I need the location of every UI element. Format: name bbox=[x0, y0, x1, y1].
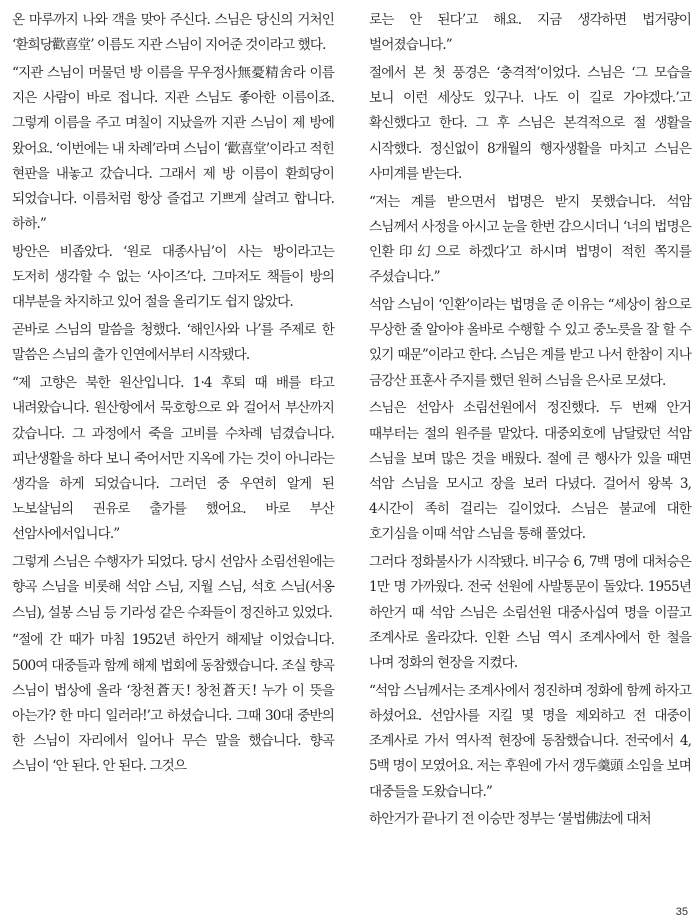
page-number: 35 bbox=[675, 906, 688, 918]
paragraph: “저는 계를 받으면서 법명은 받지 못했습니다. 석암 스님께서 사정을 아시고 눈을 한번 감으시더니 ‘너의 법명은 인환印幻으로 하겠다’고 하시며 법명이 적힌 쪽지를 주셨습니다.” bbox=[369, 193, 691, 286]
paragraph: 스님은 선암사 소림선원에서 정진했다. 두 번째 안거 때부터는 절의 원주를 맡았다. 대중외호에 남달랐던 석암 스님을 보며 많은 것을 배웠다. 절에 큰 행사가 있을 때면 석암 스님을 모시고 장을 보러 다녔다. 걸어서 왕복 3, 4시간이 족히 걸리는 길이었다. 스님은 불교에 대한 호기심을 이때 석암 스님을 통해 풀었다. bbox=[369, 400, 691, 543]
paragraph: 석암 스님이 ‘인환’이라는 법명을 준 이유는 “세상이 참으로 무상한 줄 알아야 올바로 수행할 수 있고 중노릇을 잘 할 수 있기 때문”이라고 한다. 스님은 계를 받고 나서 한참이 지나 금강산 표훈사 주지를 했던 원허 스님을 은사로 모셨다. bbox=[369, 297, 691, 389]
paragraph: “제 고향은 북한 원산입니다. 1·4 후퇴 때 배를 타고 내려왔습니다. 원산항에서 묵호항으로 와 걸어서 부산까지 갔습니다. 그 과정에서 죽을 고비를 수차례 넘겼습니다. 피난생활을 하다 보니 죽어서만 지옥에 가는 것이 아니라는 생각을 하게 되었습니다. 그러던 중 우연히 알게 된 노보살님의 권유로 출가를 했어요. 바로 부산 선암사에서입니다.” bbox=[12, 375, 334, 543]
paragraph: “절에 간 때가 마침 1952년 하안거 해제날 이었습니다. 500여 대중들과 함께 해제 법회에 동참했습니다. 조실 향곡 스님이 법상에 올라 ‘창천蒼天! 창천蒼天! 누가 이 뜻을 아는가? 한 마디 일러라!’고 하셨습니다. 그때 30대 중반의 한 스님이 자리에서 일어나 무슨 말을 했습니다. 향곡 스님이 ‘안 된다. 안 된다. 그것으 bbox=[12, 632, 334, 775]
paragraph: 로는 안 된다’고 해요. 지금 생각하면 법거량이 벌어졌습니다.” bbox=[369, 12, 691, 54]
paragraph: 그러다 정화불사가 시작됐다. 비구승 6, 7백 명에 대처승은 1만 명 가까웠다. 전국 선원에 사발통문이 돌았다. 1955년 하안거 때 석암 스님은 소림선원 대중사십여 명을 이끌고 조계사로 올라갔다. 인환 스님 역시 조계사에서 한 철을 나며 정화의 현장을 지켰다. bbox=[369, 554, 691, 672]
right-text-column bbox=[369, 8, 691, 835]
paragraph: 하안거가 끝나기 전 이승만 정부는 ‘불법佛法에 대처 bbox=[369, 811, 651, 828]
paragraph: 방안은 비좁았다. ‘원로 대종사님’이 사는 방이라고는 도저히 생각할 수 없는 ‘사이즈’다. 그마저도 책들이 방의 대부분을 차지하고 있어 절을 올리기도 쉽지 않았다. bbox=[12, 244, 334, 311]
paragraph: 온 마루까지 나와 객을 맞아 주신다. 스님은 당신의 거처인 ‘환희당歡喜堂’ 이름도 지관 스님이 지어준 것이라고 했다. bbox=[12, 12, 334, 54]
paragraph: 절에서 본 첫 풍경은 ‘충격적’이었다. 스님은 ‘그 모습을 보니 이런 세상도 있구나. 나도 이 길로 가야겠다.’고 확신했다고 한다. 그 후 스님은 본격적으로 절 생활을 시작했다. 정신없이 8개월의 행자생활을 마치고 스님은 사미계를 받는다. bbox=[369, 65, 691, 182]
paragraph: “지관 스님이 머물던 방 이름을 무우정사無憂精舍라 이름 지은 사람이 바로 접니다. 지관 스님도 좋아한 이름이죠. 그렇게 이름을 주고 며칠이 지났을까 지관 스님이 제 방에 왔어요. ‘이번에는 내 차례’라며 스님이 ‘歡喜堂’이라고 적힌 현판을 내놓고 갔습니다. 그래서 제 방 이름이 환희당이 되었습니다. 이름처럼 항상 즐겁고 기쁘게 살려고 합니다. 하하.” bbox=[12, 65, 334, 233]
paragraph: “석암 스님께서는 조계사에서 정진하며 정화에 함께 하자고 하셨어요. 선암사를 지킬 몇 명을 제외하고 전 대중이 조계사로 가서 역사적 현장에 동참했습니다. 전국에서 4, 5백 명이 모였어요. 저는 후원에 가서 갱두羹頭 소임을 보며 대중들을 도왔습니다.” bbox=[369, 682, 691, 800]
left-text-column bbox=[12, 8, 334, 782]
paragraph: 그렇게 스님은 수행자가 되었다. 당시 선암사 소림선원에는 향곡 스님을 비롯해 석암 스님, 지월 스님, 석호 스님(서옹 스님), 설봉 스님 등 기라성 같은 수좌들이 정진하고 있었다. bbox=[12, 554, 334, 621]
paragraph: 곧바로 스님의 말씀을 청했다. ‘해인사와 나’를 주제로 한 말씀은 스님의 출가 인연에서부터 시작됐다. bbox=[12, 322, 334, 364]
